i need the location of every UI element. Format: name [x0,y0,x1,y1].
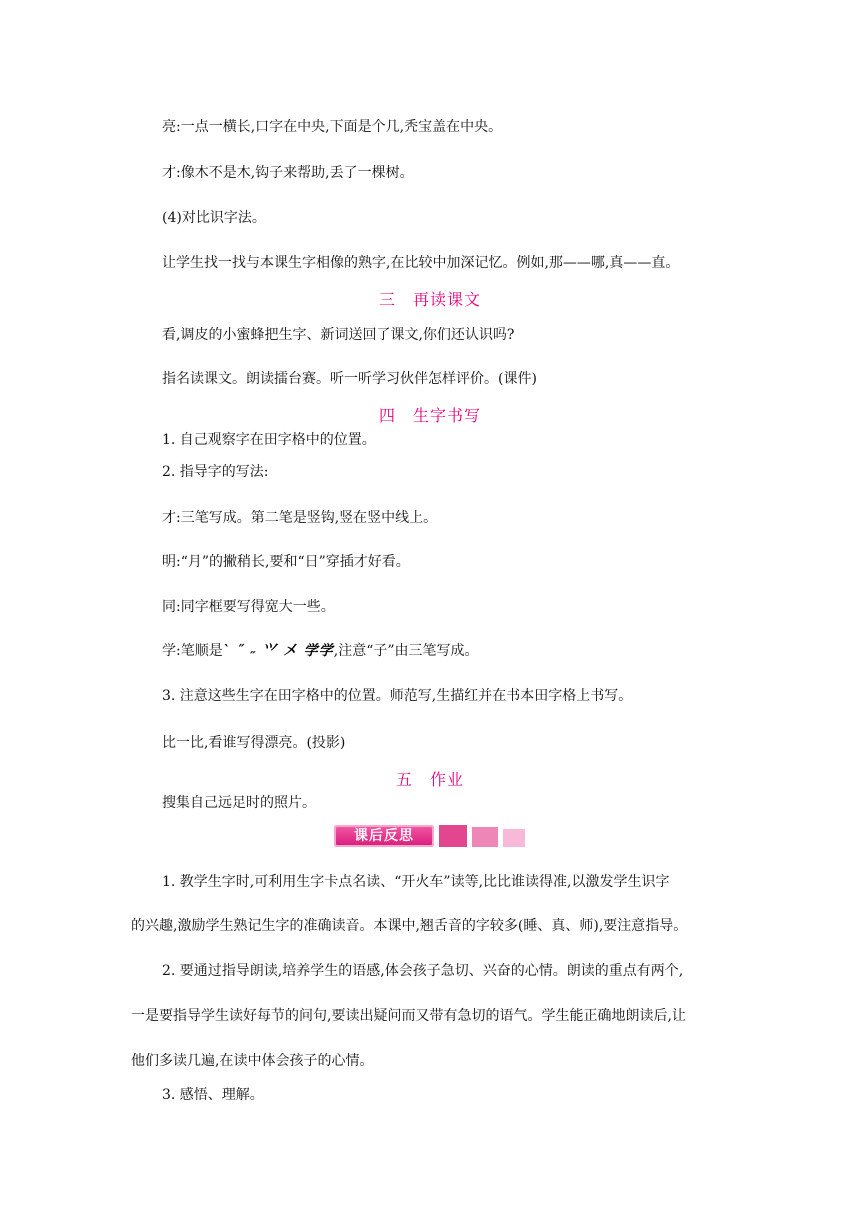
text-duibi-title: (4)对比识字法。 [162,210,266,226]
text-bibi: 比一比,看谁写得漂亮。(投影) [162,735,346,751]
text-tong: 同:同字框要写得宽大一些。 [162,599,335,615]
reflection-banner-label: 课后反思 [334,825,434,847]
text-zhiming: 指名读课文。朗读擂台赛。听一听学习伙伴怎样评价。(课件) [162,371,537,387]
list-item-2: 2. 指导字的写法: [162,464,269,480]
text-duibi-body: 让学生找一找与本课生字相像的熟字,在比较中加深记忆。例如,那——哪,真——直。 [162,255,680,271]
text-souji: 搜集自己远足时的照片。 [162,795,316,811]
xue-suffix: ,注意“子”由三笔写成。 [333,643,479,659]
banner-square-1 [439,825,467,847]
banner-square-2 [472,827,498,847]
reflection-banner [334,823,525,847]
text-liang: 亮:一点一横长,口字在中央,下面是个几,秃宝盖在中央。 [162,119,503,135]
banner-square-3 [503,829,525,847]
reflection-3: 3. 感悟、理解。 [162,1087,264,1103]
reflection-1-line-2: 的兴趣,激励学生熟记生字的准确读音。本课中,翘舌音的字较多(睡、真、师),要注意指导。 [131,918,688,934]
list-item-1: 1. 自己观察字在田字格中的位置。 [162,432,376,448]
xue-prefix: 学:笔顺是 [162,643,223,659]
section-heading-4: 四 生字书写 [378,406,481,425]
reflection-2-line-1: 2. 要通过指导朗读,培养学生的语感,体会孩子急切、兴奋的心情。朗读的重点有两个, [162,963,684,979]
text-ming: 明:“月”的撇稍长,要和“日”穿插才好看。 [162,554,410,570]
text-cai-riddle: 才:像木不是木,钩子来帮助,丢了一棵树。 [162,165,414,181]
section-heading-5: 五 作业 [395,770,464,789]
text-cai-write: 才:三笔写成。第二笔是竖钩,竖在竖中线上。 [162,510,438,526]
reflection-2-line-2: 一是要指导学生读好每节的问句,要读出疑问而又带有急切的语气。学生能正确地朗读后,让 [131,1008,686,1024]
text-kan: 看,调皮的小蜜蜂把生字、新词送回了课文,你们还认识吗? [162,327,515,343]
stroke-order-image: ˋ ˝ ˶ ⺍ 㐅 学学 [222,643,334,659]
reflection-1-line-1: 1. 教学生字时,可利用生字卡点名读、“开火车”读等,比比谁读得准,以激发学生识字 [162,874,670,890]
section-heading-3: 三 再读课文 [378,290,481,309]
text-xue [162,641,479,661]
reflection-2-line-3: 他们多读几遍,在读中体会孩子的心情。 [131,1053,374,1069]
list-item-3: 3. 注意这些生字在田字格中的位置。师范写,生描红并在书本田字格上书写。 [162,688,633,704]
